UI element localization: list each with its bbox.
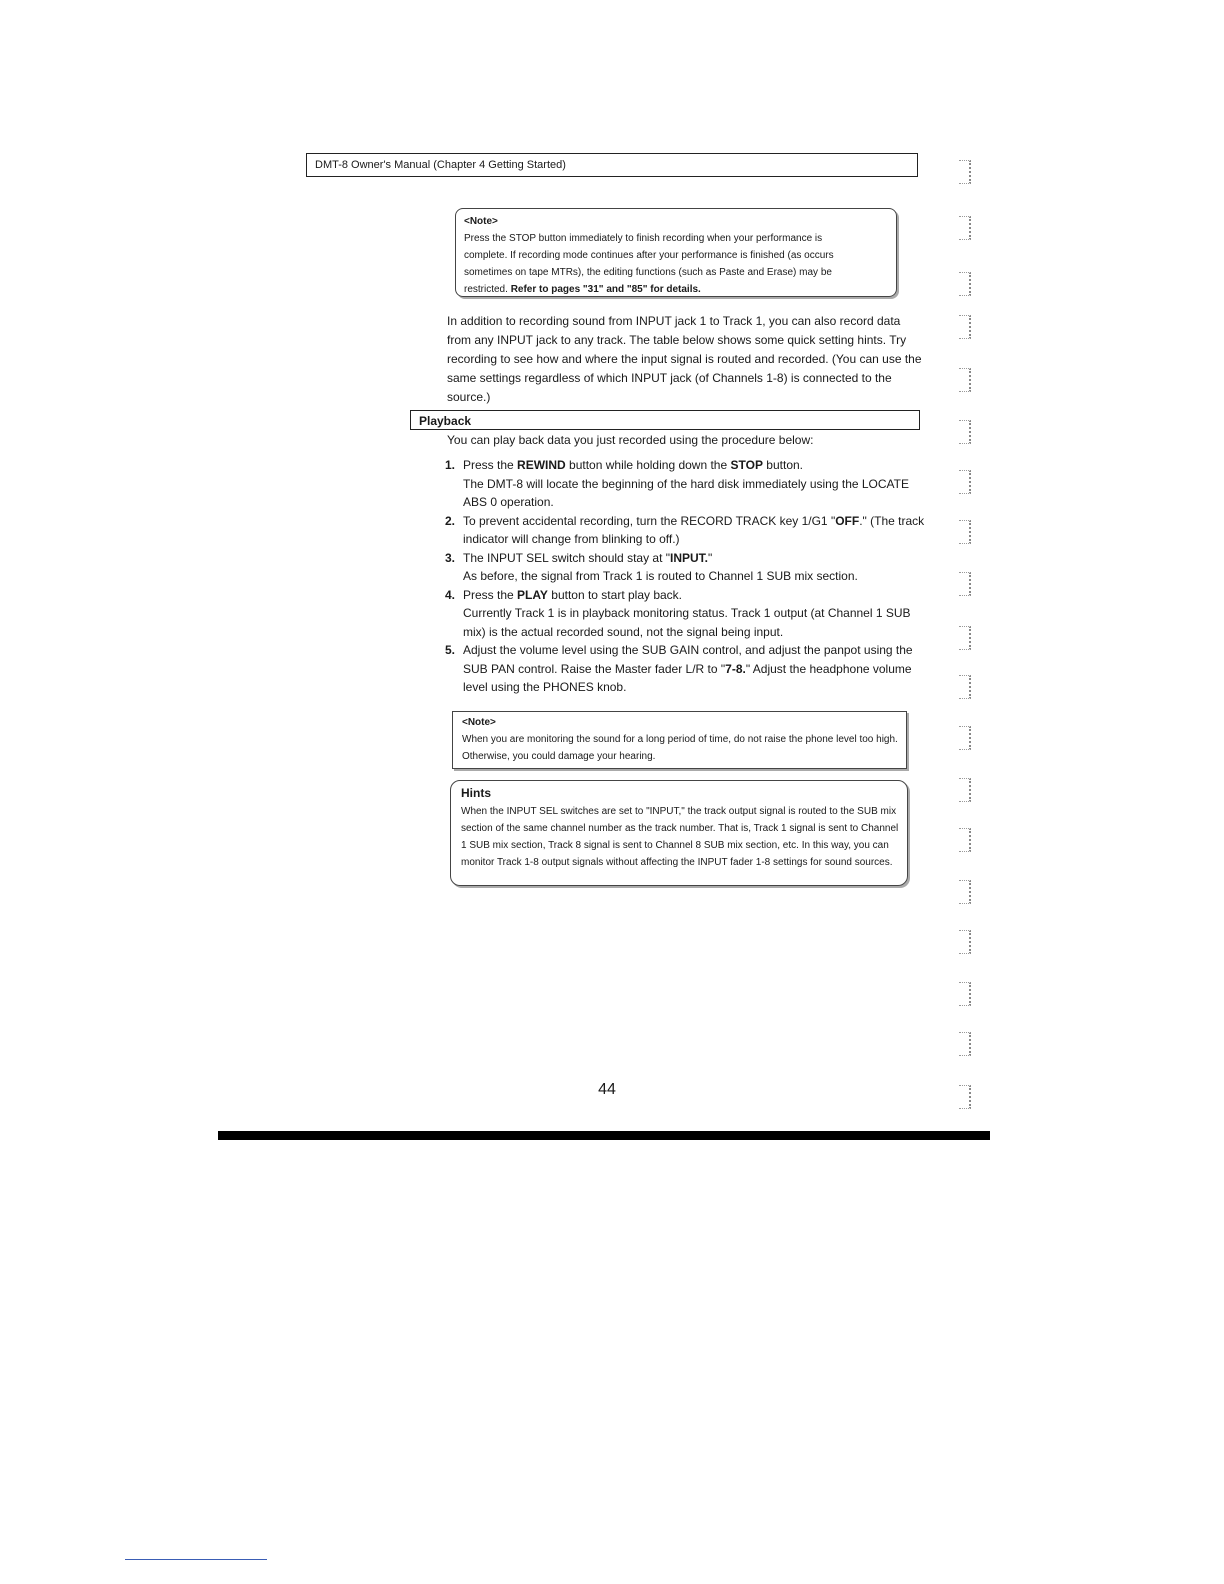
binding-tab bbox=[959, 626, 971, 650]
step-text: Adjust the volume level using the SUB GAIN control, and adjust the panpot using the SUB PAN control. Raise the Master fader L/R to " bbox=[463, 643, 913, 676]
step-3 bbox=[445, 549, 925, 586]
step-1 bbox=[445, 456, 925, 512]
key-play: PLAY bbox=[517, 587, 548, 602]
binding-tab bbox=[959, 470, 971, 494]
binding-tab bbox=[959, 420, 971, 444]
note-title: <Note> bbox=[462, 717, 496, 728]
binding-tab bbox=[959, 828, 971, 852]
value-off: OFF bbox=[835, 513, 860, 528]
section-rule bbox=[410, 429, 920, 430]
key-rewind: REWIND bbox=[517, 458, 566, 472]
step-text: button while holding down the bbox=[565, 458, 731, 472]
step-text: button. bbox=[762, 458, 803, 472]
hints-text: When the INPUT SEL switches are set to "INPUT," the track output signal is routed to the SUB mix section of the same channel number as the track number. That is, Track 1 signal is sent to Channel 1 SUB mix section, Track 8 signal is sent to Channel 8 SUB mix section, etc. In this way, you can monitor Track 1-8 output signals without affecting the INPUT fader 1-8 settings for sound sources. bbox=[461, 806, 899, 868]
binding-tab bbox=[959, 1032, 971, 1056]
binding-tab bbox=[959, 880, 971, 904]
hints-box bbox=[450, 780, 908, 886]
value-7-8: 7-8. bbox=[725, 661, 746, 676]
section-heading-playback bbox=[410, 410, 920, 430]
note-box-hearing bbox=[452, 711, 907, 769]
binding-tab bbox=[959, 315, 971, 339]
note-text: When you are monitoring the sound for a long period of time, do not raise the phone level too high. Otherwise, you could damage your hearing. bbox=[462, 734, 898, 762]
binding-tab bbox=[959, 520, 971, 544]
note-line-1: Press the STOP button immediately to finish recording when your performance is bbox=[464, 233, 823, 244]
note-line-3: sometimes on tape MTRs), the editing functions (such as Paste and Erase) may be bbox=[464, 267, 832, 278]
note-page-reference: Refer to pages "31" and "85" for details. bbox=[510, 284, 701, 295]
binding-tab bbox=[959, 216, 971, 240]
step-detail: As before, the signal from Track 1 is routed to Channel 1 SUB mix section. bbox=[463, 569, 858, 583]
binding-tab bbox=[959, 1085, 971, 1109]
step-text: Press the bbox=[463, 458, 518, 472]
binding-tab bbox=[959, 572, 971, 596]
step-number: 5. bbox=[445, 643, 456, 657]
binding-tab bbox=[959, 726, 971, 750]
corner-rule bbox=[125, 1559, 267, 1560]
step-number: 1. bbox=[445, 458, 456, 472]
step-text: button to start play back. bbox=[547, 587, 683, 602]
note-title: <Note> bbox=[464, 216, 498, 227]
step-text: The INPUT SEL switch should stay at " bbox=[463, 550, 671, 565]
note-line-4 bbox=[464, 281, 888, 298]
binding-tab bbox=[959, 778, 971, 802]
binding-tab bbox=[959, 675, 971, 699]
note-line-2: complete. If recording mode continues after your performance is finished (as occurs bbox=[464, 250, 834, 261]
step-5 bbox=[445, 641, 925, 697]
value-input: INPUT. bbox=[670, 550, 709, 565]
step-detail: The DMT-8 will locate the beginning of the hard disk immediately using the LOCATE ABS 0 operation. bbox=[463, 476, 909, 509]
bottom-rule bbox=[218, 1131, 990, 1140]
note-box-stop bbox=[455, 208, 897, 297]
note-line-4-prefix: restricted. bbox=[464, 284, 511, 295]
playback-steps bbox=[445, 456, 925, 697]
page-number: 44 bbox=[598, 1081, 616, 1098]
binding-tab bbox=[959, 930, 971, 954]
step-2 bbox=[445, 512, 925, 549]
step-text: ." (The track indicator will change from blinking to off.) bbox=[463, 513, 925, 546]
playback-intro: You can play back data you just recorded using the procedure below: bbox=[447, 433, 814, 447]
step-number: 3. bbox=[445, 550, 456, 565]
step-text: " bbox=[708, 550, 713, 565]
key-stop: STOP bbox=[730, 458, 763, 472]
intro-paragraph: In addition to recording sound from INPUT jack 1 to Track 1, you can also record data from any INPUT jack to any track. The table below shows some quick setting hints. Try recording to see how and where the input signal is routed and recorded. (You can use the same settings regardless of which INPUT jack (of Channels 1-8) is connected to the source.) bbox=[447, 314, 922, 404]
binding-tab bbox=[959, 160, 971, 184]
step-text: " Adjust the headphone volume level using the PHONES knob. bbox=[463, 661, 912, 694]
step-number: 2. bbox=[445, 513, 456, 528]
binding-tab bbox=[959, 368, 971, 392]
running-header bbox=[306, 153, 918, 177]
step-4 bbox=[445, 586, 925, 642]
step-number: 4. bbox=[445, 587, 456, 602]
step-text: Press the bbox=[463, 587, 518, 602]
section-heading-text: Playback bbox=[419, 414, 472, 428]
step-detail: Currently Track 1 is in playback monitoring status. Track 1 output (at Channel 1 SUB mix) is the actual recorded sound, not the signal being input. bbox=[463, 606, 911, 639]
binding-tab bbox=[959, 982, 971, 1006]
binding-tab bbox=[959, 272, 971, 296]
step-text: To prevent accidental recording, turn the RECORD TRACK key 1/G1 " bbox=[463, 513, 836, 528]
header-title: DMT-8 Owner's Manual (Chapter 4 Getting Started) bbox=[315, 159, 566, 171]
hints-title: Hints bbox=[461, 786, 491, 800]
